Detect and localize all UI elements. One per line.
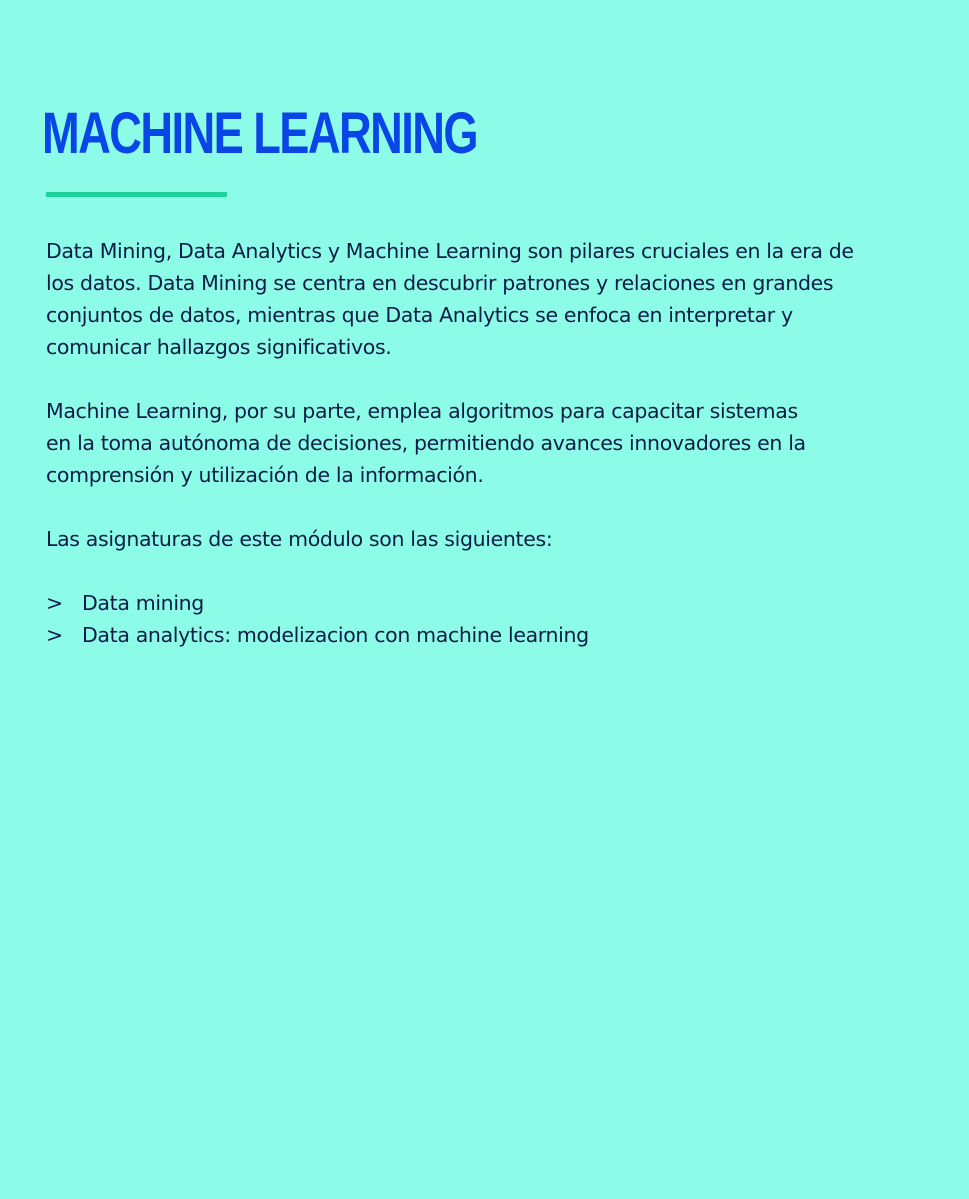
text-line: los datos. Data Mining se centra en descubrir patrones y relaciones en grandes [46, 271, 834, 295]
text-line: en la toma autónoma de decisiones, permitiendo avances innovadores en la [46, 431, 806, 455]
text-line: Machine Learning, por su parte, emplea algoritmos para capacitar sistemas [46, 399, 798, 423]
text-line: comunicar hallazgos significativos. [46, 335, 392, 359]
chevron-right-icon: > [46, 591, 63, 615]
body-text [46, 235, 926, 651]
text-line: comprensión y utilización de la información. [46, 463, 484, 487]
title-underline [46, 192, 227, 197]
machine-learning-paragraph [46, 395, 926, 491]
intro-paragraph [46, 235, 926, 363]
chevron-right-icon: > [46, 623, 63, 647]
list-item [46, 587, 926, 619]
subject-label: Data analytics: modelizacion con machine learning [82, 623, 589, 647]
text-line: conjuntos de datos, mientras que Data Analytics se enfoca en interpretar y [46, 303, 793, 327]
text-line: Data Mining, Data Analytics y Machine Learning son pilares cruciales en la era de [46, 239, 854, 263]
subject-label: Data mining [82, 591, 204, 615]
subjects-list [46, 587, 926, 651]
text-line: Las asignaturas de este módulo son las siguientes: [46, 527, 553, 551]
list-item [46, 619, 926, 651]
subjects-intro-paragraph [46, 523, 926, 555]
page-title: MACHINE LEARNING [42, 101, 477, 166]
